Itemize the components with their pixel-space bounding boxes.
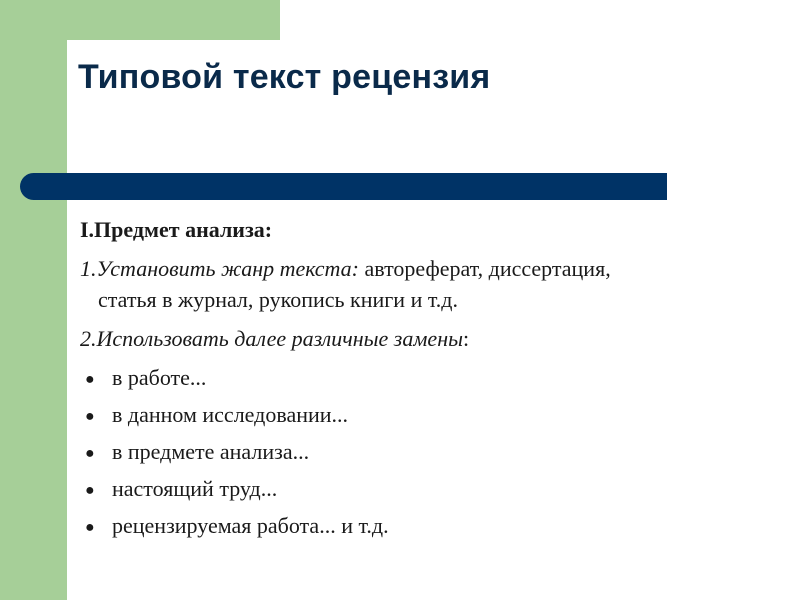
slide-title: Типовой текст рецензия [78,58,491,96]
list-item-text: в работе... [112,365,207,390]
bullet-icon: ● [85,445,95,462]
point-1-continuation: статья в журнал, рукопись книги и т.д. [98,287,458,312]
point-1 [80,253,770,315]
list-item [80,362,770,399]
point-1-text: автореферат, диссертация, [359,256,611,281]
list-item [80,473,770,510]
bullet-list [80,362,770,547]
decorative-navy-bar [20,173,667,200]
bullet-icon: ● [85,482,95,499]
point-1-number: 1. [80,256,97,281]
list-item-text: в предмете анализа... [112,439,310,464]
bullet-icon: ● [85,408,95,425]
point-2-number: 2. [80,326,97,351]
point-2 [80,323,770,354]
bullet-icon: ● [85,371,95,388]
point-2-suffix: : [463,326,470,351]
list-item-text: рецензируемая работа... и т.д. [112,513,389,538]
list-item [80,436,770,473]
slide-content [80,214,770,547]
point-1-italic: Установить жанр текста: [96,256,359,281]
list-item-text: настоящий труд... [112,476,278,501]
bullet-icon: ● [85,519,95,536]
decorative-green-strip [0,175,67,600]
list-item-text: в данном исследовании... [112,402,349,427]
list-item [80,510,770,547]
list-item [80,399,770,436]
section-heading: I.Предмет анализа: [80,217,273,242]
point-2-italic: Использовать далее различные замены [96,326,464,351]
